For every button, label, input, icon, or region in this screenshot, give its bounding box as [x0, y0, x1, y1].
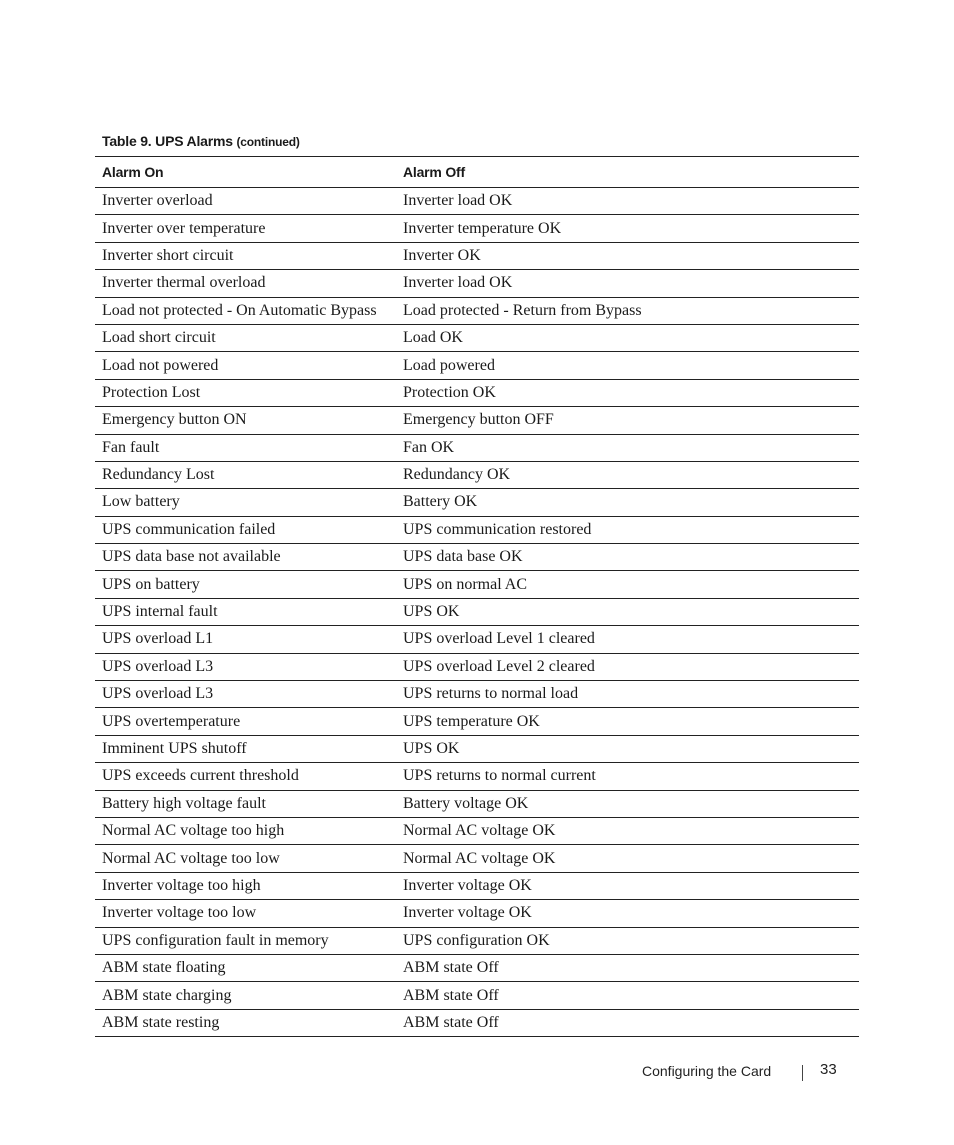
cell-alarm-off: Load protected - Return from Bypass	[396, 297, 859, 324]
footer-separator	[802, 1065, 803, 1081]
cell-alarm-off: Inverter OK	[396, 242, 859, 269]
table-row	[95, 407, 859, 434]
table-caption-continued: (continued)	[236, 135, 300, 149]
ups-alarms-table-container	[95, 156, 859, 1037]
table-row	[95, 324, 859, 351]
cell-alarm-on: Imminent UPS shutoff	[95, 735, 396, 762]
cell-alarm-off: Normal AC voltage OK	[396, 817, 859, 844]
cell-alarm-off: Inverter voltage OK	[396, 900, 859, 927]
cell-alarm-off: Inverter load OK	[396, 188, 859, 215]
cell-alarm-off: Battery voltage OK	[396, 790, 859, 817]
cell-alarm-off: Emergency button OFF	[396, 407, 859, 434]
table-row	[95, 434, 859, 461]
table-row	[95, 544, 859, 571]
table-row	[95, 790, 859, 817]
cell-alarm-on: ABM state charging	[95, 982, 396, 1009]
cell-alarm-on: Load not powered	[95, 352, 396, 379]
cell-alarm-on: Inverter overload	[95, 188, 396, 215]
cell-alarm-off: ABM state Off	[396, 1009, 859, 1036]
cell-alarm-off: Inverter load OK	[396, 270, 859, 297]
cell-alarm-off: Redundancy OK	[396, 461, 859, 488]
table-row	[95, 872, 859, 899]
table-row	[95, 954, 859, 981]
table-row	[95, 242, 859, 269]
cell-alarm-on: Inverter thermal overload	[95, 270, 396, 297]
cell-alarm-off: Inverter voltage OK	[396, 872, 859, 899]
cell-alarm-on: UPS overload L1	[95, 626, 396, 653]
table-row	[95, 681, 859, 708]
cell-alarm-off: Battery OK	[396, 489, 859, 516]
table-caption	[102, 133, 300, 149]
cell-alarm-on: Inverter voltage too low	[95, 900, 396, 927]
page-number: 33	[820, 1061, 837, 1078]
cell-alarm-off: Load powered	[396, 352, 859, 379]
cell-alarm-off: Protection OK	[396, 379, 859, 406]
table-row	[95, 571, 859, 598]
table-header-row	[95, 157, 859, 188]
cell-alarm-on: Load short circuit	[95, 324, 396, 351]
cell-alarm-off: UPS OK	[396, 598, 859, 625]
cell-alarm-on: UPS on battery	[95, 571, 396, 598]
cell-alarm-on: Emergency button ON	[95, 407, 396, 434]
table-row	[95, 1009, 859, 1036]
cell-alarm-on: Protection Lost	[95, 379, 396, 406]
cell-alarm-on: Battery high voltage fault	[95, 790, 396, 817]
table-row	[95, 270, 859, 297]
cell-alarm-off: UPS overload Level 2 cleared	[396, 653, 859, 680]
cell-alarm-off: UPS on normal AC	[396, 571, 859, 598]
table-row	[95, 461, 859, 488]
cell-alarm-on: Inverter over temperature	[95, 215, 396, 242]
header-alarm-on: Alarm On	[95, 157, 396, 188]
cell-alarm-off: UPS temperature OK	[396, 708, 859, 735]
cell-alarm-off: ABM state Off	[396, 954, 859, 981]
table-row	[95, 215, 859, 242]
cell-alarm-on: Load not protected - On Automatic Bypass	[95, 297, 396, 324]
cell-alarm-off: Fan OK	[396, 434, 859, 461]
cell-alarm-on: ABM state resting	[95, 1009, 396, 1036]
table-row	[95, 982, 859, 1009]
table-body	[95, 188, 859, 1037]
table-caption-title: Table 9. UPS Alarms	[102, 133, 233, 149]
cell-alarm-off: UPS returns to normal load	[396, 681, 859, 708]
ups-alarms-table	[95, 156, 859, 1037]
cell-alarm-off: UPS data base OK	[396, 544, 859, 571]
cell-alarm-off: Load OK	[396, 324, 859, 351]
cell-alarm-on: Redundancy Lost	[95, 461, 396, 488]
table-row	[95, 900, 859, 927]
footer-section-title: Configuring the Card	[642, 1063, 772, 1079]
table-row	[95, 927, 859, 954]
cell-alarm-off: UPS configuration OK	[396, 927, 859, 954]
cell-alarm-off: Normal AC voltage OK	[396, 845, 859, 872]
cell-alarm-on: Normal AC voltage too low	[95, 845, 396, 872]
cell-alarm-off: ABM state Off	[396, 982, 859, 1009]
table-row	[95, 598, 859, 625]
cell-alarm-on: UPS overtemperature	[95, 708, 396, 735]
page-footer	[642, 1061, 837, 1079]
table-row	[95, 297, 859, 324]
table-row	[95, 845, 859, 872]
cell-alarm-on: Normal AC voltage too high	[95, 817, 396, 844]
table-row	[95, 763, 859, 790]
cell-alarm-off: UPS overload Level 1 cleared	[396, 626, 859, 653]
cell-alarm-off: Inverter temperature OK	[396, 215, 859, 242]
cell-alarm-on: UPS internal fault	[95, 598, 396, 625]
cell-alarm-off: UPS returns to normal current	[396, 763, 859, 790]
cell-alarm-on: UPS data base not available	[95, 544, 396, 571]
table-row	[95, 653, 859, 680]
table-row	[95, 352, 859, 379]
header-alarm-off: Alarm Off	[396, 157, 859, 188]
table-row	[95, 516, 859, 543]
cell-alarm-on: Fan fault	[95, 434, 396, 461]
cell-alarm-on: UPS communication failed	[95, 516, 396, 543]
table-row	[95, 188, 859, 215]
cell-alarm-on: UPS exceeds current threshold	[95, 763, 396, 790]
cell-alarm-on: UPS overload L3	[95, 681, 396, 708]
cell-alarm-on: UPS overload L3	[95, 653, 396, 680]
table-row	[95, 817, 859, 844]
cell-alarm-on: Inverter short circuit	[95, 242, 396, 269]
cell-alarm-on: ABM state floating	[95, 954, 396, 981]
table-row	[95, 708, 859, 735]
cell-alarm-on: Low battery	[95, 489, 396, 516]
table-row	[95, 379, 859, 406]
cell-alarm-on: Inverter voltage too high	[95, 872, 396, 899]
table-row	[95, 489, 859, 516]
cell-alarm-off: UPS OK	[396, 735, 859, 762]
table-row	[95, 626, 859, 653]
cell-alarm-off: UPS communication restored	[396, 516, 859, 543]
table-row	[95, 735, 859, 762]
cell-alarm-on: UPS configuration fault in memory	[95, 927, 396, 954]
